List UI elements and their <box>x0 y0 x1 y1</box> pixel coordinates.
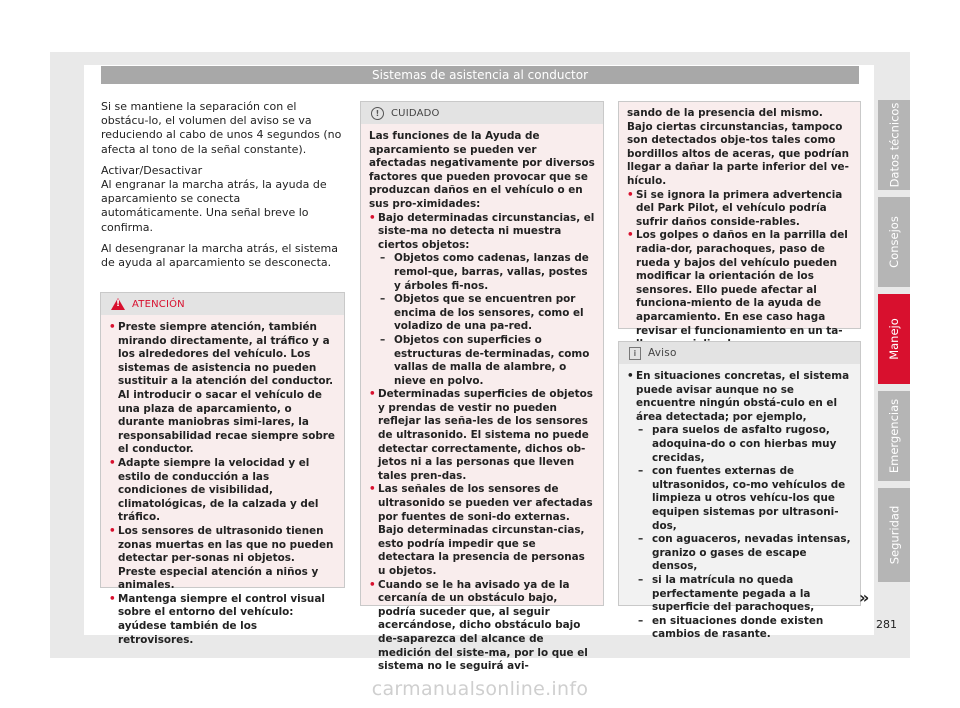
atencion-box <box>100 292 345 646</box>
cuidado-continued-box <box>618 101 861 337</box>
column-left <box>101 100 344 277</box>
tab-label: Datos técnicos <box>887 102 901 188</box>
tab-label: Manejo <box>887 318 902 360</box>
aviso-body <box>619 364 860 648</box>
cuidado-box <box>360 101 604 673</box>
tab-seguridad[interactable] <box>878 488 910 582</box>
cuidado-continued-body <box>619 102 860 358</box>
bullet-item: • Cuando se le ha avisado ya de la cercanía de un obstáculo bajo, podría suceder que, al seguir acercándose, dicho obstáculo bajo de-saparezca del alcance de medición del siste-ma, por lo que el sistema no le seguirá avi- <box>369 579 595 674</box>
dash-item: – si la matrícula no queda perfectamente pegada a la superficie del parachoques, <box>627 574 852 615</box>
atencion-header <box>101 293 344 315</box>
atencion-body <box>101 315 344 653</box>
bullet-item: • Los golpes o daños en la parrilla del radia-dor, parachoques, paso de rueda y bajos del vehículo pueden modificar la orientación de los sensores. Ello puede afectar al funciona-miento de la ayuda de aparcamiento. En ese caso haga revisar el funcionamiento en un ta- <box>627 229 852 351</box>
tab-label: Seguridad <box>887 505 902 565</box>
paragraph: Al engranar la marcha atrás, la ayuda de aparcamiento se conecta automáticamente. Una señal breve lo confirma. <box>101 178 327 234</box>
page-number: 281 <box>876 618 897 631</box>
tab-label: Emergencias <box>887 398 902 474</box>
paragraph: Al desengranar la marcha atrás, el sistema de ayuda al aparcamiento se desconecta. <box>101 241 338 270</box>
bullet-item: • En situaciones concretas, el sistema puede avisar aunque no se encuentre ningún obstá-culo en el área detectada; por ejemplo, <box>627 370 852 424</box>
intro-text: Las funciones de la Ayuda de aparcamiento se pueden ver afectadas negativamente por diversos factores que pueden provocar que se produzcan daños en el vehículo o en sus pro-ximidades: <box>369 130 595 210</box>
watermark: carmanualsonline.info <box>371 678 589 700</box>
paragraph: Si se mantiene la separación con el obstácu-lo, el volumen del aviso se va reduciendo al cabo de unos 4 segundos (no afecta al tono de la señal constante). <box>101 100 342 156</box>
bullet-item: • Si se ignora la primera advertencia del Park Pilot, el vehículo podría sufrir daños conside-rables. <box>627 189 852 230</box>
dash-item: – para suelos de asfalto rugoso, adoquina-do o con hierbas muy crecidas, <box>627 424 852 465</box>
bullet-item: • Determinadas superficies de objetos y prendas de vestir no pueden reflejar las seña-les de los sensores de ultrasonido. El sistema no puede detectar correctamente, dichos ob-jetos ni a las personas que lleven tales pren-das. <box>369 388 595 483</box>
bullet-item: • Los sensores de ultrasonido tienen zonas muertas en las que no pueden detectar per-sonas ni objetos. Preste especial atención a niños y animales. <box>109 525 336 593</box>
subheading: Activar/Desactivar <box>101 163 203 177</box>
cuidado-header <box>361 102 603 124</box>
paragraph: sando de la presencia del mismo. Bajo ciertas circunstancias, tampoco son detectados obje-tos tales como bordillos altos de aceras, que podrían llegar a dañar la parte inferior del ve-hículo. <box>627 107 850 187</box>
tab-emergencias[interactable] <box>878 391 910 481</box>
aviso-title: Aviso <box>648 347 677 359</box>
bullet-item: • Bajo determinadas circunstancias, el siste-ma no detecta ni muestra ciertos objetos: <box>369 212 595 253</box>
dash-item: – Objetos que se encuentren por encima de los sensores, como el voladizo de una pa-red. <box>369 293 595 334</box>
dash-item: – Objetos como cadenas, lanzas de remol-que, barras, vallas, postes y árboles fi-nos. <box>369 252 595 293</box>
tab-label: Consejos <box>887 216 901 268</box>
dash-item: – Objetos con superficies o estructuras de-terminadas, como vallas de malla de alambre, o nieve en polvo. <box>369 334 595 388</box>
aviso-header <box>619 342 860 364</box>
bullet-item: • Las señales de los sensores de ultrasonido se pueden ver afectadas por fuentes de soni-do externas. Bajo determinadas circunstan-cias, esto podría impedir que se detectara la presencia de personas u objetos. <box>369 483 595 578</box>
aviso-box <box>618 341 861 641</box>
bullet-item: • Preste siempre atención, también mirando directamente, al tráfico y a los alrededores del vehículo. Los sistemas de asistencia no pueden sustituir a la atención del conductor. Al introducir o sacar el vehículo de una plaza de aparcamiento, o durante maniobras simi-lares, la responsabilidad recae siempre sobre el conductor. <box>109 321 336 457</box>
exclamation-circle-icon: ! <box>371 107 384 120</box>
dash-item: – en situaciones donde existen cambios de rasante. <box>627 615 852 642</box>
cuidado-title: CUIDADO <box>391 107 440 119</box>
dash-item: – con aguaceros, nevadas intensas, granizo o gases de escape densos, <box>627 533 852 574</box>
cuidado-body <box>361 124 603 680</box>
page-header: Sistemas de asistencia al conductor <box>101 66 859 84</box>
bullet-item: • Adapte siempre la velocidad y el estilo de conducción a las condiciones de visibilidad, climatológicas, de la calzada y del tráfico. <box>109 457 336 525</box>
continue-arrow-icon: » <box>859 588 870 607</box>
tab-datos-tecnicos[interactable] <box>878 100 910 190</box>
bullet-item: • Mantenga siempre el control visual sobre el entorno del vehículo: ayúdese también de los retrovisores. <box>109 593 336 647</box>
dash-item: – con fuentes externas de ultrasonidos, co-mo vehículos de limpieza u otros vehícu-los que equipen sistemas por ultrasoni-dos, <box>627 465 852 533</box>
atencion-title: ATENCIÓN <box>132 298 185 310</box>
tab-manejo[interactable] <box>878 294 910 384</box>
info-note-icon: i <box>629 347 641 360</box>
tab-consejos[interactable] <box>878 197 910 287</box>
warning-triangle-icon <box>111 298 125 310</box>
